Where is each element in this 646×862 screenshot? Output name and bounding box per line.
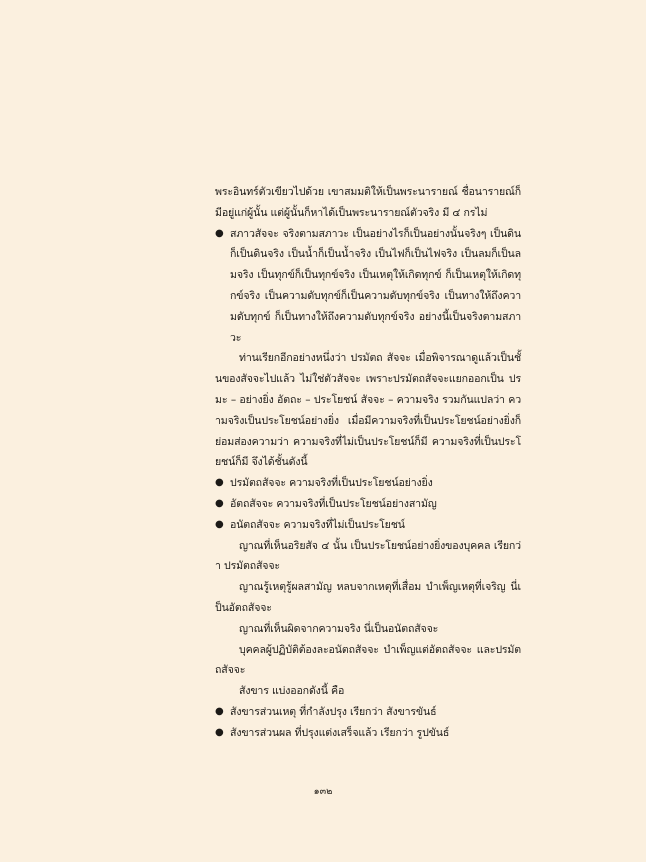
paragraph-paramattha: ท่านเรียกอีกอย่างหนึ่งว่า ปรมัตถ สัจจะ เมื่อพิจารณาดูแล้วเป็นชั้นของสัจจะไปแล้ว ไม่ใช่ตัวสัจจะ เพราะปรมัตถสัจจะแยกออกเป็น ปรมะ – อย่างยิ่ง อัตถะ – ประโยชน์ สัจจะ – ความจริง รวมกันแปลว่า ความจริงเป็นประโยชน์อย่างยิ่ง เมื่อมีความจริงที่เป็นประโยชน์อย่างยิ่งก็ย่อมส่องความว่า ความจริงที่ไม่เป็นประโยชน์ก็มี ความจริงที่เป็นประโยชน์ก็มี จึงได้ชั้นดังนี้ [215, 352, 521, 469]
bullet-item-sankhara-result [215, 723, 521, 744]
bullet-item-paramattha-sacca [215, 473, 521, 494]
bullet-icon: ● [215, 518, 224, 530]
bullet-text: สังขารส่วนเหตุ ที่กำลังปรุง เรียกว่า สังขารขันธ์ [230, 705, 437, 718]
paragraph-nana-wrong-view: ญาณที่เห็นผิดจากความจริง นี่เป็นอนัตถสัจจะ [239, 622, 439, 635]
paragraph-sankhara-intro: สังขาร แบ่งออกดังนี้ คือ [239, 685, 345, 698]
bullet-text: สังขารส่วนผล ที่ปรุงแต่งเสร็จแล้ว เรียกว่า รูปขันธ์ [230, 726, 450, 739]
bullet-icon: ● [215, 227, 224, 239]
bullet-item-sankhara-cause [215, 702, 521, 723]
bullet-icon: ● [215, 705, 224, 717]
page-number: ๑๓๒ [313, 786, 333, 797]
paragraph-nana-ariyasacca: ญาณที่เห็นอริยสัจ ๔ นั้น เป็นประโยชน์อย่างยิ่งของบุคคล เรียกว่า ปรมัตถสัจจะ [215, 539, 521, 573]
bullet-icon: ● [215, 497, 224, 509]
bullet-text: ปรมัตถสัจจะ ความจริงที่เป็นประโยชน์อย่างยิ่ง [230, 477, 433, 490]
bullet-item-sabhava-sacca [215, 224, 521, 349]
bullet-text: สภาวสัจจะ จริงตามสภาวะ เป็นอย่างไรก็เป็นอย่างนั้นจริงๆ เป็นดินก็เป็นดินจริง เป็นน้ำก็เป็นน้ำจริง เป็นไฟก็เป็นไฟจริง เป็นลมก็เป็นลมจริง เป็นทุกข์ก็เป็นทุกข์จริง เป็นเหตุให้เกิดทุกข์ ก็เป็นเหตุให้เกิดทุกข์จริง เป็นความดับทุกข์ก็เป็นความดับทุกข์จริง เป็นทางให้ถึงความดับทุกข์ ก็เป็นทางให้ถึงความดับทุกข์จริง อย่างนี้เป็นจริงตามสภาวะ [230, 227, 521, 344]
bullet-text: อัตถสัจจะ ความจริงที่เป็นประโยชน์อย่างสามัญ [230, 497, 437, 510]
paragraph-practitioner: บุคคลผู้ปฏิบัติต้องละอนัตถสัจจะ บำเพ็ญแต่อัตถสัจจะ และปรมัตถสัจจะ [215, 643, 521, 677]
paragraph-nana-samanya: ญาณรู้เหตุรู้ผลสามัญ หลบจากเหตุที่เสื่อม บำเพ็ญเหตุที่เจริญ นี่เป็นอัตถสัจจะ [215, 581, 521, 614]
bullet-icon: ● [215, 726, 224, 738]
bullet-item-attha-sacca [215, 494, 521, 515]
bullet-item-anattha-sacca [215, 515, 521, 536]
paragraph-continuation: พระอินทร์ตัวเขียวไปด้วย เขาสมมติให้เป็นพระนารายณ์ ชื่อนารายณ์ก็มีอยู่แก่ผู้นั้น แต่ผู้นั้นก็หาได้เป็นพระนารายณ์ตัวจริง มี ๔ กรไม่ [215, 186, 521, 219]
body-text [215, 182, 521, 744]
bullet-icon: ● [215, 477, 224, 489]
bullet-text: อนัตถสัจจะ ความจริงที่ไม่เป็นประโยชน์ [230, 518, 405, 531]
